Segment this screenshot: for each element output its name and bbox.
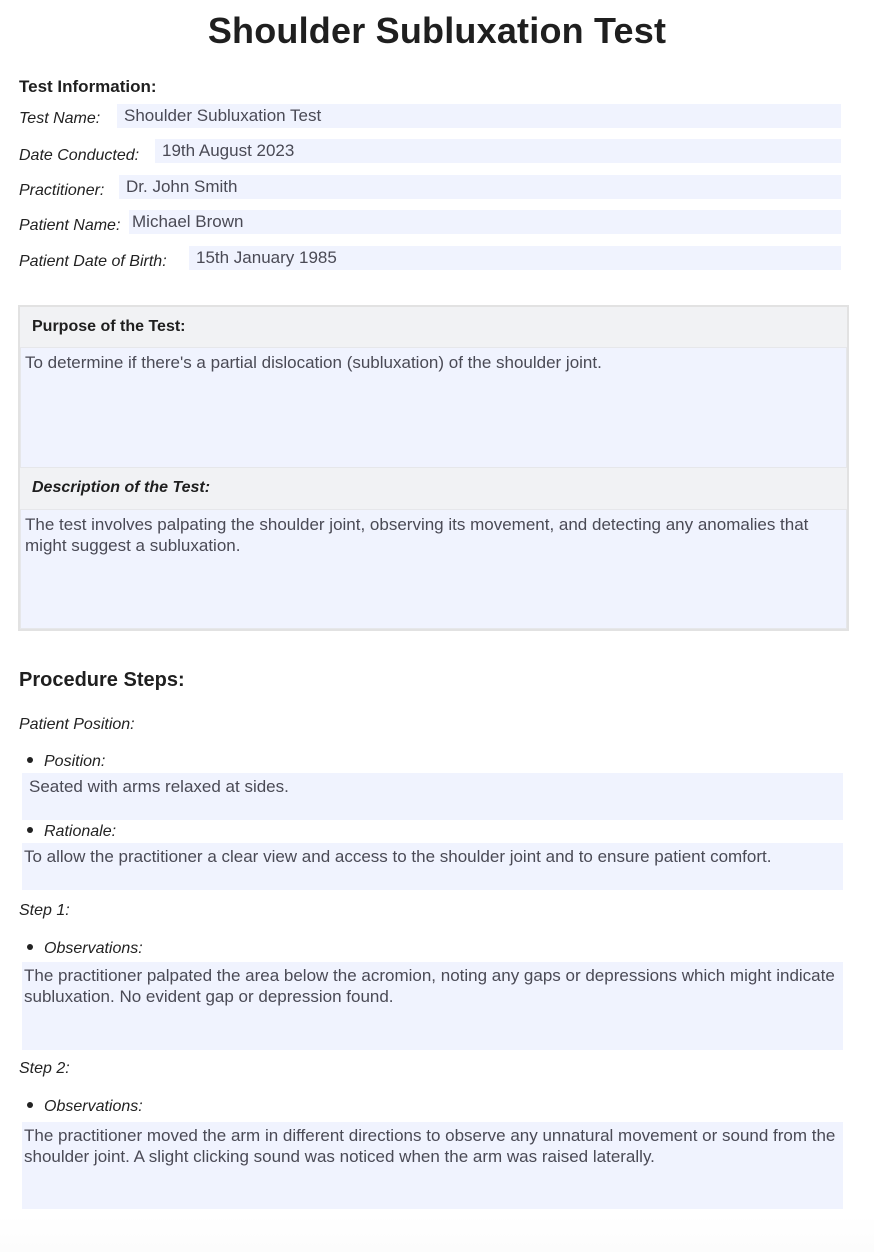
practitioner-field[interactable]: Dr. John Smith [119,175,841,199]
patient-dob-row [19,246,841,270]
rationale-field[interactable]: To allow the practitioner a clear view and access to the shoulder joint and to ensure patient comfort. [22,843,843,890]
step-2-observations-field[interactable]: The practitioner moved the arm in different directions to observe any unnatural movement or sound from the shoulder joint. A slight clicking sound was noticed when the arm was raised laterally. [22,1122,843,1209]
step-1-observations-bullet [27,940,143,958]
date-conducted-field[interactable]: 19th August 2023 [155,139,841,163]
patient-dob-field[interactable]: 15th January 1985 [189,246,841,270]
test-information-heading: Test Information: [19,77,157,96]
practitioner-row [19,175,841,199]
step-1-observations-label: Observations: [44,940,143,957]
test-name-row [19,104,841,128]
step-1-label: Step 1: [19,902,70,919]
purpose-field[interactable]: To determine if there's a partial dislocation (subluxation) of the shoulder joint. [20,347,847,468]
test-name-label: Test Name: [19,110,101,127]
rationale-bullet [27,823,116,841]
patient-position-label: Patient Position: [19,716,135,733]
procedure-steps-heading: Procedure Steps: [19,669,185,691]
rationale-label: Rationale: [44,823,117,840]
purpose-heading: Purpose of the Test: [20,307,847,347]
date-conducted-row [19,139,841,163]
step-2-observations-label: Observations: [44,1098,143,1115]
patient-name-row [19,210,841,234]
description-heading: Description of the Test: [20,468,847,508]
patient-name-field[interactable]: Michael Brown [129,210,841,234]
step-1-observations-field[interactable]: The practitioner palpated the area below the acromion, noting any gaps or depressions which might indicate subluxation. No evident gap or depression found. [22,962,843,1050]
position-bullet [27,753,105,771]
patient-name-label: Patient Name: [19,217,121,234]
bullet-icon [27,827,33,833]
purpose-description-panel [18,305,849,631]
step-2-observations-bullet [27,1098,143,1116]
description-field[interactable]: The test involves palpating the shoulder joint, observing its movement, and detecting any anomalies that might suggest a subluxation. [20,509,847,629]
step-2-label: Step 2: [19,1060,70,1077]
bullet-icon [27,944,33,950]
date-conducted-label: Date Conducted: [19,147,140,164]
position-label: Position: [44,753,106,770]
position-field[interactable]: Seated with arms relaxed at sides. [22,773,843,820]
page-title: Shoulder Subluxation Test [207,10,667,51]
patient-dob-label: Patient Date of Birth: [19,253,167,270]
test-name-field[interactable]: Shoulder Subluxation Test [117,104,841,128]
bullet-icon [27,757,33,763]
practitioner-label: Practitioner: [19,182,105,199]
bullet-icon [27,1102,33,1108]
